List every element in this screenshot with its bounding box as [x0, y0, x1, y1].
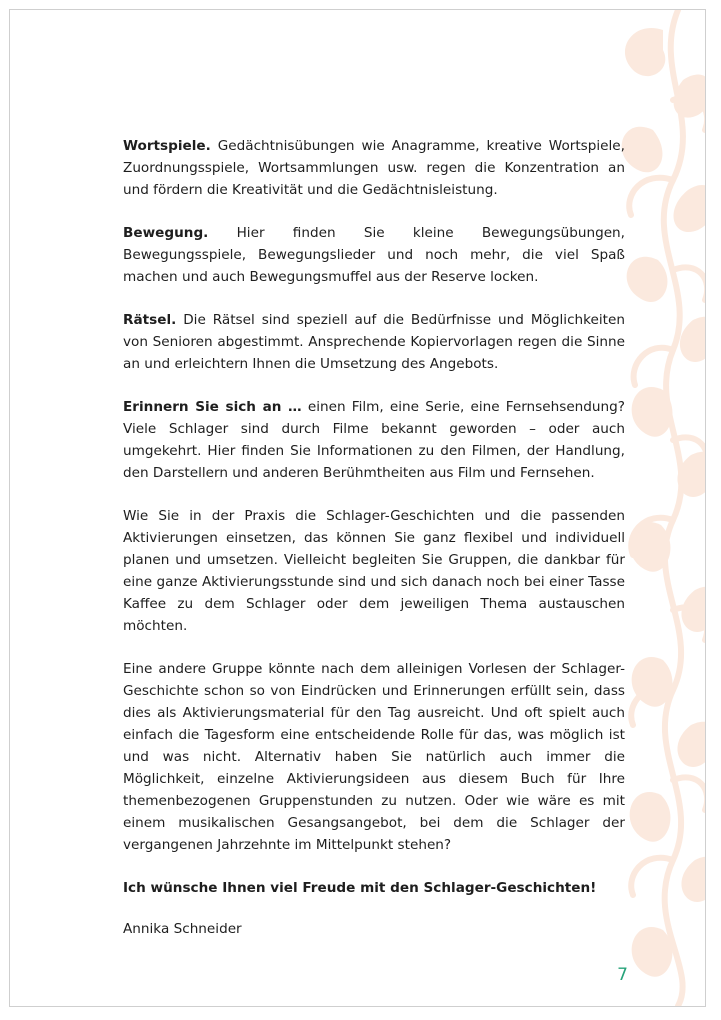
paragraph-erinnern	[123, 396, 625, 484]
page	[9, 9, 706, 1007]
paragraph-lead: Rätsel.	[123, 312, 177, 328]
paragraph-text: Wie Sie in der Praxis die Schlager-Geschichten und die passenden Aktivierungen einsetzen, das können Sie ganz flexibel und individuell planen und umsetzen. Vielleicht begleiten Sie Gruppen, die dankbar für eine ganze Aktivierungsstunde sind und sich danach noch bei einer Tasse Kaffee zu dem Schlager oder dem jeweiligen Thema austauschen möchten.	[123, 508, 625, 634]
paragraph-lead: Bewegung.	[123, 225, 209, 241]
paragraph-text: Hier finden Sie kleine Bewegungsübungen, Bewegungsspiele, Bewegungslieder und noch mehr, die viel Spaß machen und auch Bewegungsmuffel aus der Reserve locken.	[123, 225, 625, 285]
paragraph-gruppe	[123, 658, 625, 856]
paragraph-praxis	[123, 505, 625, 637]
paragraph-wortspiele	[123, 135, 625, 201]
paragraph-text: Eine andere Gruppe könnte nach dem alleinigen Vorlesen der Schlager-Geschichte schon so von Eindrücken und Erinnerungen erfüllt sein, dass dies als Aktivierungsmaterial für den Tag ausreicht. Und oft spielt auch einfach die Tagesform eine entscheidende Rolle für das, was möglich ist und was nicht. Alternativ haben Sie natürlich auch immer die Möglichkeit, einzelne Aktivierungsideen aus diesem Buch für Ihre themenbezogenen Gruppenstunden zu nutzen. Oder wie wäre es mit einem musikalischen Gesangsangebot, bei dem die Schlager der vergangenen Jahrzehnte im Mittelpunkt stehen?	[123, 661, 625, 853]
paragraph-raetsel	[123, 309, 625, 375]
body-text	[123, 135, 625, 940]
author-signature: Annika Schneider	[123, 921, 242, 937]
paragraph-text: einen Film, eine Serie, eine Fernsehsendung? Viele Schlager sind durch Filme bekannt geworden – oder auch umgekehrt. Hier finden Sie Informationen zu den Filmen, der Handlung, den Darstellern und anderen Berühmtheiten aus Film und Fernsehen.	[123, 399, 625, 481]
paragraph-bewegung	[123, 222, 625, 288]
paragraph-text: Gedächtnisübungen wie Anagramme, kreative Wortspiele, Zuordnungsspiele, Wortsammlungen usw. regen die Konzentration an und fördern die Kreativität und die Gedächtnisleistung.	[123, 138, 625, 198]
closing-line: Ich wünsche Ihnen viel Freude mit den Schlager-Geschichten!	[123, 880, 597, 896]
paragraph-lead: Erinnern Sie sich an …	[123, 399, 302, 415]
paragraph-text: Die Rätsel sind speziell auf die Bedürfnisse und Möglichkeiten von Senioren abgestimmt. Ansprechende Kopiervorlagen regen die Sinne an und erleichtern Ihnen die Umsetzung des Angebots.	[123, 312, 625, 372]
page-number: 7	[617, 965, 628, 985]
paragraph-lead: Wortspiele.	[123, 138, 211, 154]
